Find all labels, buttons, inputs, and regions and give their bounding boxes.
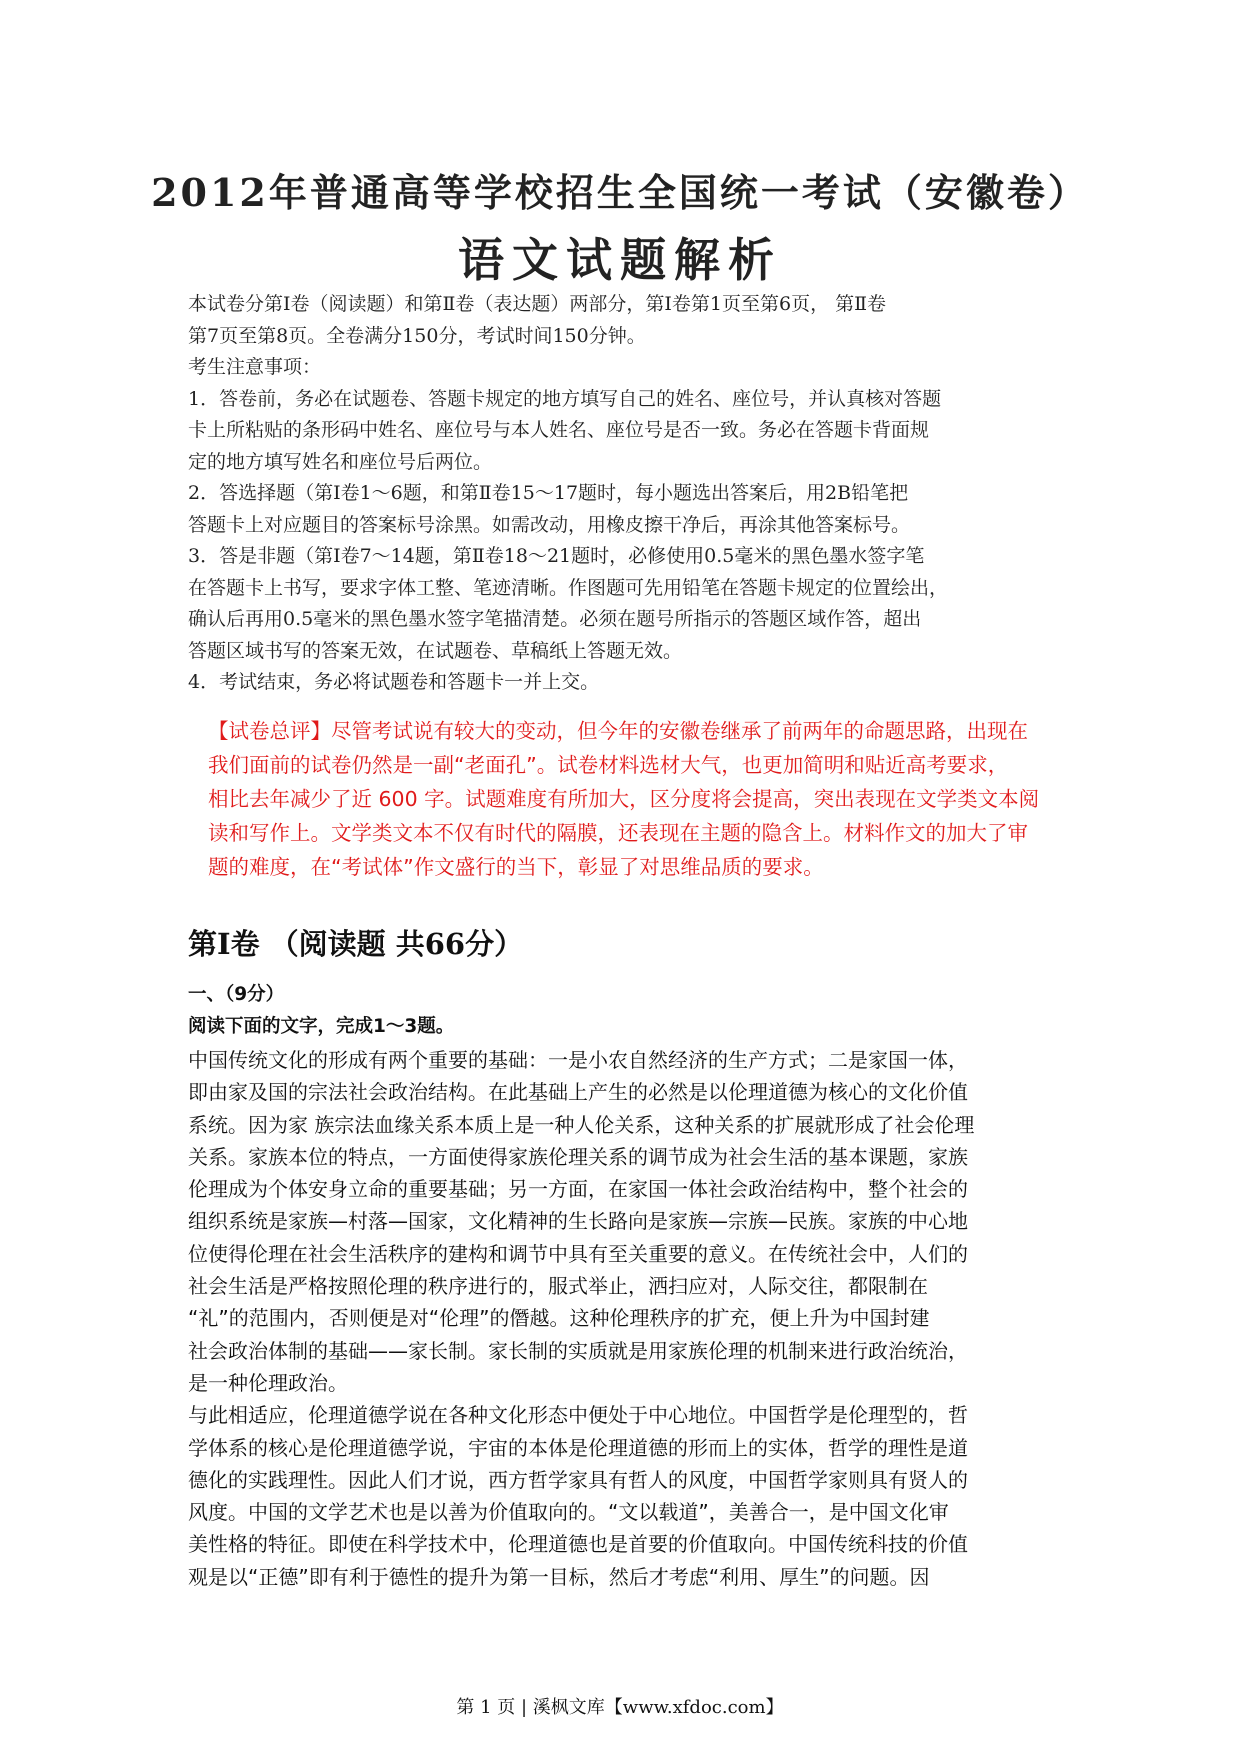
instruction-line: 答题卡上对应题目的答案标号涂黑。如需改动，用橡皮擦干净后，再涂其他答案标号。 [188,513,911,536]
document-subtitle: 语文试题解析 [458,233,782,287]
passage-line: 社会生活是严格按照伦理的秩序进行的，服式举止，洒扫应对，人际交往，都限制在 [188,1274,928,1299]
passage-line: 关系。家族本位的特点，一方面使得家族伦理关系的调节成为社会生活的基本课题，家族 [188,1144,968,1169]
comment-line: 题的难度，在“考试体”作文盛行的当下，彰显了对思维品质的要求。 [208,855,824,879]
passage-line: 伦理成为个体安身立命的重要基础；另一方面，在家国一体社会政治结构中，整个社会的 [188,1177,968,1202]
instruction-line: 定的地方填写姓名和座位号后两位。 [188,450,493,473]
comment-line: 相比去年减少了近 600 字。试题难度有所加大，区分度将会提高，突出表现在文学类文本阅 [208,787,1040,811]
passage-line: 系统。因为家 族宗法血缘关系本质上是一种人伦关系，这种关系的扩展就形成了社会伦理 [188,1112,975,1137]
passage-line: 学体系的核心是伦理道德学说，宇宙的本体是伦理道德的形而上的实体，哲学的理性是道 [188,1435,968,1460]
passage-line: 美性格的特征。即使在科学技术中，伦理道德也是首要的价值取向。中国传统科技的价值 [188,1532,968,1557]
passage-line: 即由家及国的宗法社会政治结构。在此基础上产生的必然是以伦理道德为核心的文化价值 [188,1080,968,1105]
instruction-line: 2．答选择题（第Ⅰ卷1～6题，和第Ⅱ卷15～17题时，每小题选出答案后，用2B铅笔把 [188,482,909,504]
instruction-line: 确认后再用0.5毫米的黑色墨水签字笔描清楚。必须在题号所指示的答题区域作答，超出 [188,608,922,630]
exam-review-comment [208,714,1088,884]
instruction-line: 卡上所粘贴的条形码中姓名、座位号与本人姓名、座位号是否一致。务必在答题卡背面规 [188,419,930,441]
exam-instructions [188,289,1068,699]
instruction-line: 3．答是非题（第Ⅰ卷7～14题，第Ⅱ卷18～21题时，必修使用0.5毫米的黑色墨水签字笔 [188,545,925,567]
comment-line: 我们面前的试卷仍然是一副“老面孔”。试卷材料选材大气，也更加简明和贴近高考要求， [208,753,1009,777]
reading-instruction: 阅读下面的文字，完成1～3题。 [188,1016,455,1037]
passage-line: “礼”的范围内，否则便是对“伦理”的僭越。这种伦理秩序的扩充，便上升为中国封建 [188,1306,930,1331]
passage-line: 中国传统文化的形成有两个重要的基础：一是小农自然经济的生产方式；二是家国一体， [188,1048,968,1072]
instruction-line: 本试卷分第Ⅰ卷（阅读题）和第Ⅱ卷（表达题）两部分，第Ⅰ卷第1页至第6页， 第Ⅱ卷 [188,293,887,315]
instruction-line: 考生注意事项： [188,356,322,378]
passage-line: 与此相适应，伦理道德学说在各种文化形态中便处于中心地位。中国哲学是伦理型的，哲 [188,1403,968,1428]
instruction-line: 在答题卡上书写，要求字体工整、笔迹清晰。作图题可先用铅笔在答题卡规定的位置绘出， [188,576,949,599]
page-footer: 第 1 页 | 溪枫文库【www.xfdoc.com】 [456,1697,784,1718]
reading-passage [188,1044,1068,1593]
document-title: 2012年普通高等学校招生全国统一考试（安徽卷） [151,170,1089,215]
comment-line: 读和写作上。文学类文本不仅有时代的隔膜，还表现在主题的隐含上。材料作文的加大了审 [208,821,1028,845]
comment-line: 【试卷总评】尽管考试说有较大的变动，但今年的安徽卷继承了前两年的命题思路，出现在 [208,719,1028,743]
passage-line: 组织系统是家族—村落—国家，文化精神的生长路向是家族—宗族—民族。家族的中心地 [188,1209,968,1234]
instruction-line: 4．考试结束，务必将试题卷和答题卡一并上交。 [188,671,600,693]
passage-line: 是一种伦理政治。 [188,1370,348,1395]
instruction-line: 1．答卷前，务必在试题卷、答题卡规定的地方填写自己的姓名、座位号，并认真核对答题 [188,387,942,410]
passage-line: 德化的实践理性。因此人们才说，西方哲学家具有哲人的风度，中国哲学家则具有贤人的 [188,1467,968,1492]
passage-line: 观是以“正德”即有利于德性的提升为第一目标，然后才考虑“利用、厚生”的问题。因 [188,1564,930,1589]
part-heading: 一、（9分） [188,984,285,1005]
instruction-line: 答题区域书写的答案无效，在试题卷、草稿纸上答题无效。 [188,639,683,662]
instruction-line: 第7页至第8页。全卷满分150分，考试时间150分钟。 [188,324,646,347]
passage-line: 位使得伦理在社会生活秩序的建构和调节中具有至关重要的意义。在传统社会中，人们的 [188,1241,968,1266]
passage-line: 社会政治体制的基础——家长制。家长制的实质就是用家族伦理的机制来进行政治统治， [188,1338,968,1363]
section-title: 第Ⅰ卷 （阅读题 共66分） [188,927,524,961]
passage-line: 风度。中国的文学艺术也是以善为价值取向的。“文以载道”，美善合一，是中国文化审 [188,1500,949,1525]
